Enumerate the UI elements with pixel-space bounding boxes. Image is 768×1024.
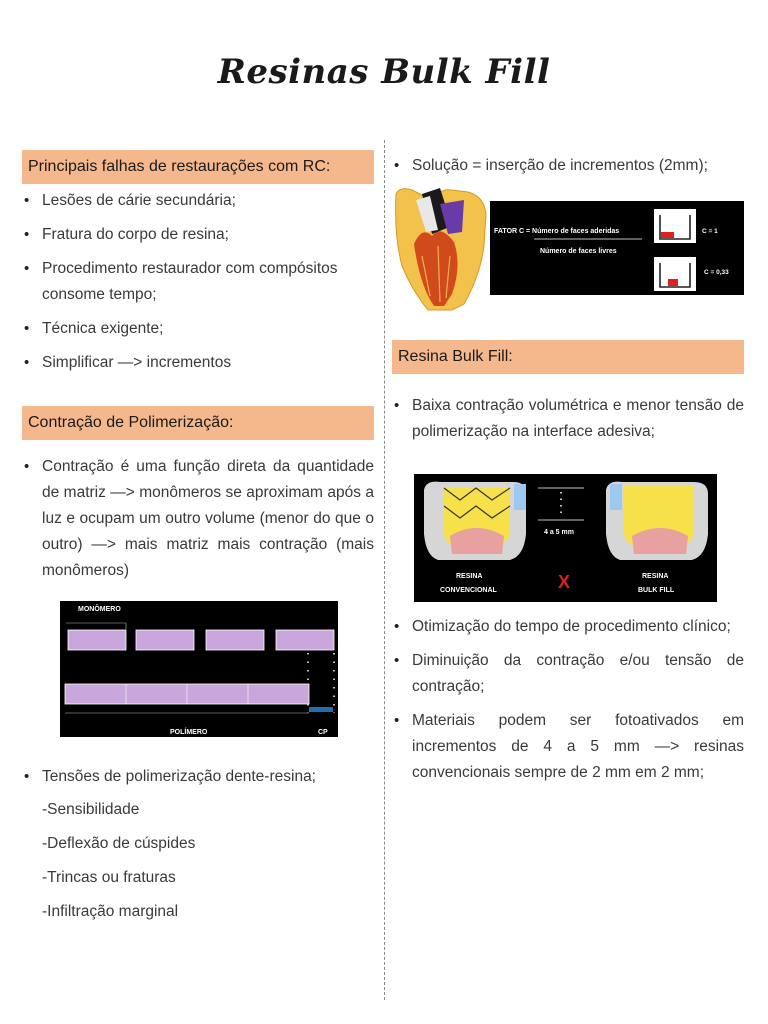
list-item: • Solução = inserção de incrementos (2mm); [392,153,752,179]
list-item: • Contração é uma função direta da quantidade de matriz —> monômeros se aproximam após a luz e ocupam um outro volume (menor do que o outro) —> mais matriz mais contração (mais monômeros) [22,454,374,584]
list-item: • Simplificar —> incrementos [22,350,372,376]
sub-item: -Trincas ou fraturas [42,869,176,886]
list-item: • Procedimento restaurador com compósitos consome tempo; [22,256,372,308]
cp-label: CP [318,729,328,736]
list-item: • Otimização do tempo de procedimento clínico; [392,614,744,640]
polymer-label: POLÍMERO [170,729,208,736]
bulkfill-label-2: BULK FILL [638,587,675,594]
solution-list [392,153,752,187]
tensions-sublist [42,797,372,933]
list-item: • Baixa contração volumétrica e menor tensão de polimerização na interface adesiva; [392,393,744,445]
monomer-block [276,630,334,650]
bulk-fill-list-a [392,393,744,453]
contraction-list [22,454,374,592]
failures-list [22,188,372,384]
column-divider [384,140,385,1000]
monomer-block [206,630,264,650]
sub-item: -Sensibilidade [42,801,140,818]
c-factor-figure [490,201,744,295]
monomer-label: MONÔMERO [78,606,121,613]
list-item: • Fratura do corpo de resina; [22,222,372,248]
tooth-cavity-image [392,186,490,311]
list-item: • Lesões de cárie secundária; [22,188,372,214]
heading-main-failures: Principais falhas de restaurações com RC: [22,150,374,184]
list-item: • Materiais podem ser fotoativados em incrementos de 4 a 5 mm —> resinas convencionais sempre de 2 mm em 2 mm; [392,708,744,786]
conventional-label-2: CONVENCIONAL [440,587,497,594]
conventional-vs-bulkfill-figure [414,474,717,602]
bulkfill-label-1: RESINA [642,573,669,580]
dotted-guides [308,653,334,713]
monomer-block [68,630,126,650]
heading-bulk-fill: Resina Bulk Fill: [392,340,744,374]
sub-item: -Deflexão de cúspides [42,835,196,852]
list-item: • Tensões de polimerização dente-resina; [22,764,374,790]
heading-polymerization-contraction: Contração de Polimerização: [22,406,374,440]
c-factor-value-1: C = 1 [702,228,718,235]
x-mark: X [558,572,571,592]
monomer-polymer-figure [60,601,338,737]
sub-item: -Infiltração marginal [42,903,179,920]
c-factor-value-2: C = 0,33 [704,269,729,276]
list-item: • Técnica exigente; [22,316,372,342]
c-factor-formula-top: FATOR C = Número de faces aderidas [494,228,620,235]
c-factor-formula-bottom: Número de faces livres [540,248,617,255]
monomer-block [136,630,194,650]
measure-label: 4 a 5 mm [544,529,574,536]
list-item: • Diminuição da contração e/ou tensão de contração; [392,648,744,700]
tensions-list [22,764,374,798]
bulk-fill-list-b [392,614,744,794]
page-title: Resinas Bulk Fill [217,52,551,92]
shrink-arrow [309,707,333,712]
conventional-label-1: RESINA [456,573,483,580]
